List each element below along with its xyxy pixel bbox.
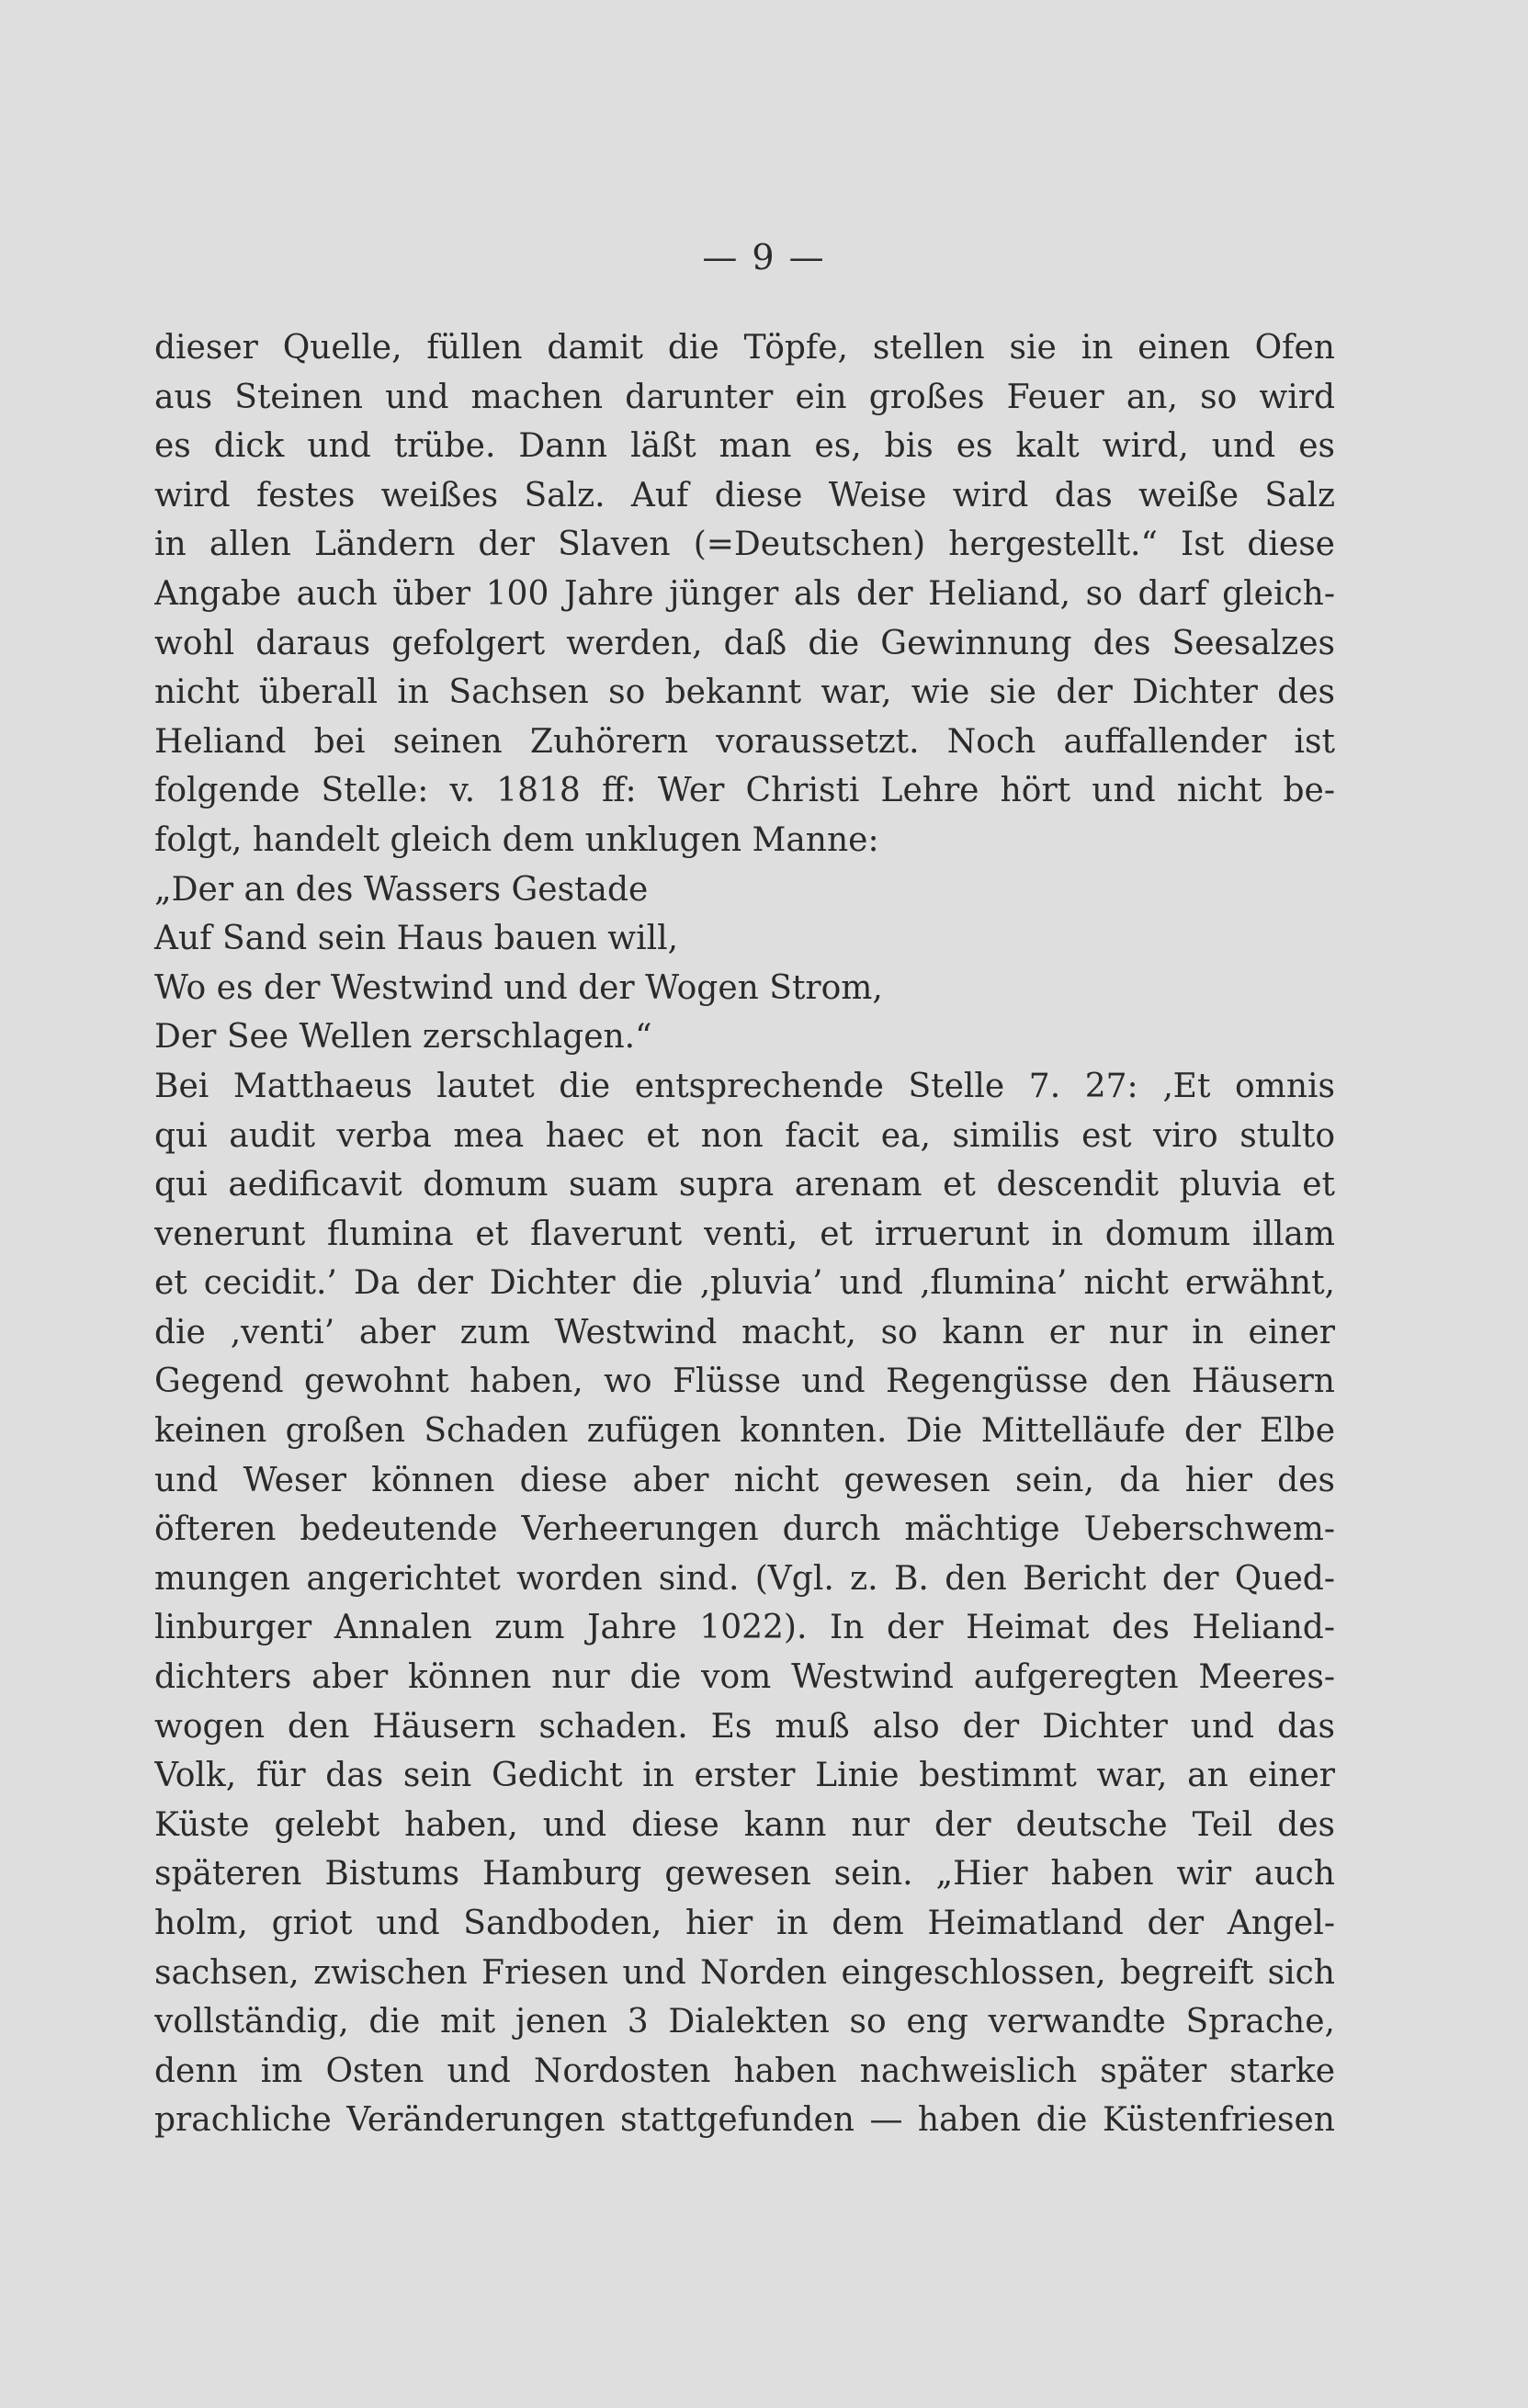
text-line: in allen Ländern der Slaven (=Deutschen) hergestellt.“ Ist diese (154, 526, 1335, 564)
text-line: folgt, handelt gleich dem unklugen Manne: (154, 820, 879, 859)
text-line: öfteren bedeutende Verheerungen durch mächtige Ueberschwem- (154, 1510, 1335, 1549)
text-line: Küste gelebt haben, und diese kann nur der deutsche Teil des (154, 1805, 1335, 1844)
text-line: Gegend gewohnt haben, wo Flüsse und Regengüsse den Häusern (154, 1362, 1335, 1401)
text-line: Volk, für das sein Gedicht in erster Linie bestimmt war, an einer (154, 1757, 1335, 1795)
text-line: qui aedificavit domum suam supra arenam et descendit pluvia et (154, 1166, 1335, 1204)
text-line: nicht überall in Sachsen so bekannt war, wie sie der Dichter des (154, 673, 1335, 712)
text-line: die ‚venti’ aber zum Westwind macht, so kann er nur in einer (154, 1313, 1335, 1351)
text-line: vollständig, die mit jenen 3 Dialekten so eng verwandte Sprache, (154, 2003, 1335, 2041)
text-line: Heliand bei seinen Zuhörern voraussetzt. Noch auffallender ist (154, 722, 1335, 761)
text-line: venerunt flumina et flaverunt venti, et irruerunt in domum illam (154, 1215, 1335, 1253)
text-line: keinen großen Schaden zufügen konnten. Die Mittelläufe der Elbe (154, 1412, 1335, 1451)
page-number: — 9 — (702, 237, 826, 277)
text-line: späteren Bistums Hamburg gewesen sein. „Hier haben wir auch (154, 1855, 1335, 1894)
text-line: dichters aber können nur die vom Westwind aufgeregten Meeres- (154, 1658, 1335, 1697)
verse-line: „Der an des Wassers Gestade (154, 870, 649, 909)
text-line: Angabe auch über 100 Jahre jünger als der Heliand, so darf gleich- (154, 574, 1335, 613)
verse-line: Wo es der Westwind und der Wogen Strom, (154, 968, 883, 1007)
verse-line: Auf Sand sein Haus bauen will, (154, 920, 679, 958)
text-line: wogen den Häusern schaden. Es muß also der Dichter und das (154, 1707, 1335, 1746)
text-line: folgende Stelle: v. 1818 ff: Wer Christi Lehre hört und nicht be- (154, 772, 1335, 810)
text-line: wird festes weißes Salz. Auf diese Weise wird das weiße Salz (154, 476, 1335, 514)
text-line: prachliche Veränderungen stattgefunden — haben die Küstenfriesen (154, 2101, 1335, 2140)
text-line: holm, griot und Sandboden, hier in dem Heimatland der Angel- (154, 1905, 1335, 1942)
text-line: et cecidit.’ Da der Dichter die ‚pluvia’ und ‚flumina’ nicht erwähnt, (154, 1264, 1335, 1303)
text-line: qui audit verba mea haec et non facit ea, similis est viro stulto (154, 1116, 1335, 1155)
text-line: mungen angerichtet worden sind. (Vgl. z. B. den Bericht der Qued- (154, 1559, 1335, 1598)
text-line: und Weser können diese aber nicht gewesen sein, da hier des (154, 1461, 1335, 1499)
text-line: denn im Osten und Nordosten haben nachweislich später starke (154, 2052, 1335, 2090)
text-line: es dick und trübe. Dann läßt man es, bis es kalt wird, und es (154, 427, 1335, 466)
text-line: linburger Annalen zum Jahre 1022). In der Heimat des Heliand- (154, 1609, 1335, 1647)
text-line: wohl daraus gefolgert werden, daß die Gewinnung des Seesalzes (154, 624, 1335, 662)
body-text (154, 323, 1335, 2145)
text-line: dieser Quelle, füllen damit die Töpfe, stellen sie in einen Ofen (154, 329, 1335, 367)
text-line: sachsen, zwischen Friesen und Norden eingeschlossen, begreift sich (154, 1953, 1335, 1992)
text-line: aus Steinen und machen darunter ein großes Feuer an, so wird (154, 378, 1335, 416)
text-line: Bei Matthaeus lautet die entsprechende Stelle 7. 27: ‚Et omnis (154, 1067, 1335, 1105)
verse-line: Der See Wellen zerschlagen.“ (154, 1018, 652, 1057)
